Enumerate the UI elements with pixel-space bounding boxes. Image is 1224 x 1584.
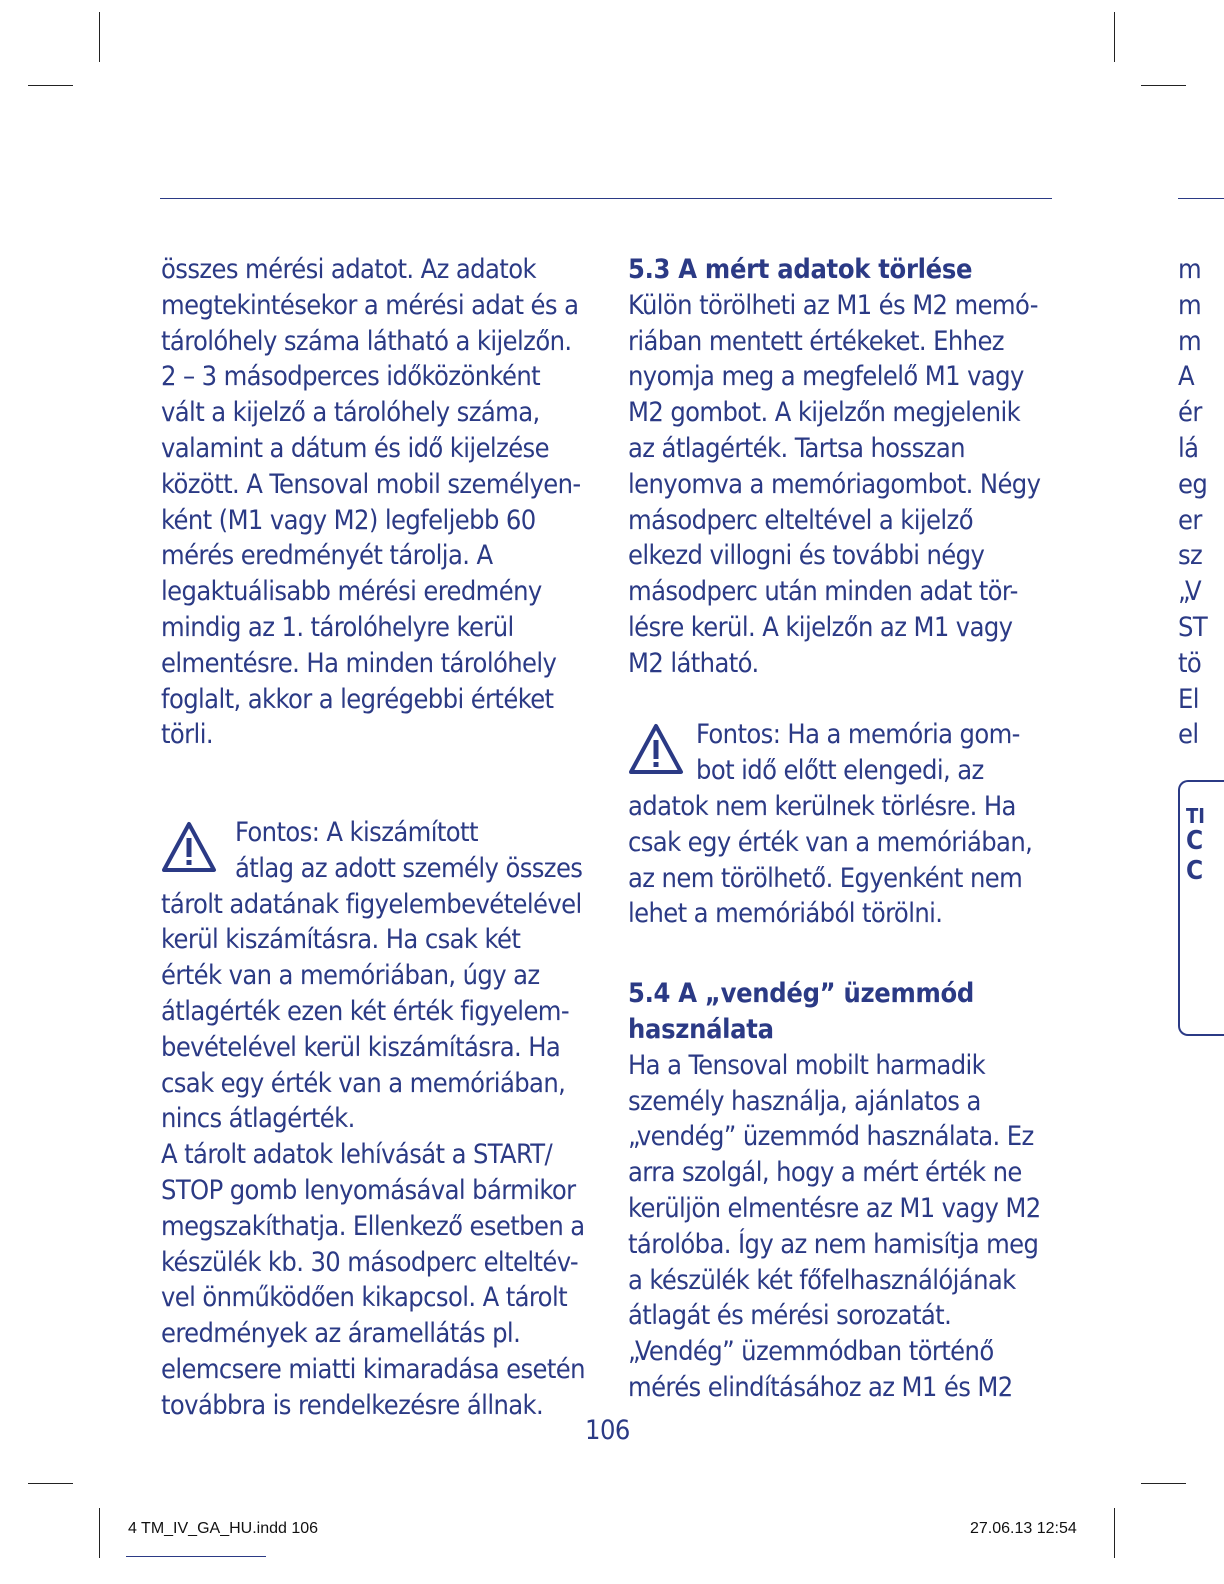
text-line: nyomja meg a megfelelő M1 vagy [628,361,1024,393]
crop-mark [1141,1483,1186,1484]
text-line: riában mentett értékeket. Ehhez [628,325,1004,357]
text-line: vel önműködően kikapcsol. A tárolt [161,1282,568,1314]
left-warning [161,815,601,1137]
text-fragment: El [1178,683,1199,715]
text-fragment: tö [1178,647,1202,679]
next-page-fragment [1178,252,1224,753]
text-line: Külön törölheti az M1 és M2 memó- [628,289,1038,321]
text-line: másodperc elteltével a kijelző [628,504,973,536]
crop-mark [1141,85,1186,86]
text-fragment: m [1178,325,1202,357]
text-line: csak egy érték van a memóriában, [161,1067,566,1099]
text-line: csak egy érték van a memóriában, [628,826,1033,858]
section-5-3-text [628,288,1068,682]
text-line: mérés eredményét tárolja. A [161,540,493,572]
text-line: törli. [161,719,213,751]
text-line: megszakíthatja. Ellenkező esetben a [161,1210,585,1242]
text-fragment: „V [1178,576,1202,608]
text-line: „vendég” üzemmód használata. Ez [628,1121,1034,1153]
text-line: vált a kijelző a tárolóhely száma, [161,397,540,429]
text-line: 2 – 3 másodperces időközönként [161,361,541,393]
slug-date: 27.06.13 12:54 [970,1520,1077,1537]
box-fragment: TI [1186,804,1205,828]
text-line: Ha a Tensoval mobilt harmadik [628,1049,986,1081]
middle-column [628,252,1068,1406]
crop-mark [1114,1508,1115,1558]
warning-triangle-icon [161,821,217,873]
text-line: „Vendég” üzemmódban történő [628,1336,994,1368]
text-line: között. A Tensoval mobil személyen- [161,468,581,500]
text-line: tárolóba. Így az nem hamisítja meg [628,1228,1039,1260]
text-line: lehet a memóriából törölni. [628,898,943,930]
text-line: M2 gombot. A kijelzőn megjelenik [628,397,1021,429]
text-line: adatok nem kerülnek törlésre. Ha [628,790,1016,822]
warning-text [628,789,1068,932]
crop-mark [1114,12,1115,62]
text-fragment: A [1178,361,1195,393]
left-paragraph-1 [161,252,601,753]
text-line: ként (M1 vagy M2) legfeljebb 60 [161,504,536,536]
text-line: mindig az 1. tárolóhelyre kerül [161,611,514,643]
text-line: eredmények az áramellátás pl. [161,1318,521,1350]
text-line: arra szolgál, hogy a mért érték ne [628,1157,1022,1189]
crop-mark [28,85,73,86]
text-fragment: sz [1178,540,1203,572]
text-line: az nem törölhető. Egyenként nem [628,862,1023,894]
warning-first-line: Fontos: A kiszámított [235,816,478,848]
text-line: tárolóhely száma látható a kijelzőn. [161,325,572,357]
text-line: bevételével kerül kiszámításra. Ha [161,1031,561,1063]
text-line: az átlagérték. Tartsa hosszan [628,432,965,464]
text-line: másodperc után minden adat tör- [628,576,1018,608]
warning-text [161,887,601,1138]
text-fragment: eg [1178,468,1208,500]
text-line: elkezd villogni és további négy [628,540,985,572]
text-line: személy használja, ajánlatos a [628,1085,981,1117]
text-line: STOP gomb lenyomásával bármikor [161,1174,576,1206]
warning-first-line: Fontos: Ha a memória gom- [696,719,1020,751]
text-line: tárolt adatának figyelembevételével [161,888,582,920]
slug-rule [126,1556,266,1557]
text-fragment: er [1178,504,1202,536]
text-line: kerüljön elmentésre az M1 vagy M2 [628,1192,1041,1224]
text-line: a készülék két főfelhasználójának [628,1264,1016,1296]
text-line: megtekintésekor a mérési adat és a [161,289,579,321]
text-line: foglalt, akkor a legrégebbi értéket [161,683,554,715]
text-fragment: el [1178,719,1199,751]
text-line: elemcsere miatti kimaradása esetén [161,1353,585,1385]
left-column [161,252,601,1424]
text-fragment: m [1178,289,1202,321]
warning-triangle-icon [628,723,684,775]
left-paragraph-2 [161,1137,601,1423]
text-line: készülék kb. 30 másodperc elteltév- [161,1246,578,1278]
slug-filename: 4 TM_IV_GA_HU.indd 106 [128,1520,319,1537]
header-rule-next-page [1178,198,1224,199]
text-line: érték van a memóriában, úgy az [161,960,540,992]
text-fragment: lá [1178,432,1199,464]
text-fragment: ST [1178,611,1208,643]
text-line: nincs átlagérték. [161,1103,355,1135]
box-fragment: C [1186,856,1204,886]
text-line: M2 látható. [628,647,759,679]
text-line: mérés elindításához az M1 és M2 [628,1371,1013,1403]
text-line: A tárolt adatok lehívását a START/ [161,1139,553,1171]
next-page-info-box [1178,780,1224,1036]
text-line: összes mérési adatot. Az adatok [161,254,536,285]
section-heading-5-4: 5.4 A „vendég” üzemmód [628,978,974,1010]
crop-mark [99,12,100,62]
warning-second-line: átlag az adott személy összes [235,852,583,884]
box-fragment: C [1186,826,1204,856]
text-line: kerül kiszámításra. Ha csak két [161,924,521,956]
middle-warning [628,717,1068,932]
text-line: valamint a dátum és idő kijelzése [161,432,549,464]
text-fragment: m [1178,254,1202,285]
text-line: legaktuálisabb mérési eredmény [161,576,542,608]
header-rule [160,198,1052,199]
crop-mark [28,1483,73,1484]
text-line: átlagát és mérési sorozatát. [628,1300,952,1332]
section-5-4-text [628,1048,1068,1406]
crop-mark [99,1508,100,1558]
text-line: átlagérték ezen két érték figyelem- [161,995,570,1027]
warning-second-line: bot idő előtt elengedi, az [696,755,984,787]
text-line: elmentésre. Ha minden tárolóhely [161,647,557,679]
page-number: 106 [585,1415,630,1446]
text-fragment: ér [1178,397,1202,429]
section-heading-5-4-cont: használata [628,1013,774,1045]
text-line: lésre kerül. A kijelzőn az M1 vagy [628,611,1013,643]
section-heading-5-3: 5.3 A mért adatok törlése [628,254,973,285]
text-line: továbbra is rendelkezésre állnak. [161,1389,544,1421]
text-line: lenyomva a memóriagombot. Négy [628,468,1041,500]
